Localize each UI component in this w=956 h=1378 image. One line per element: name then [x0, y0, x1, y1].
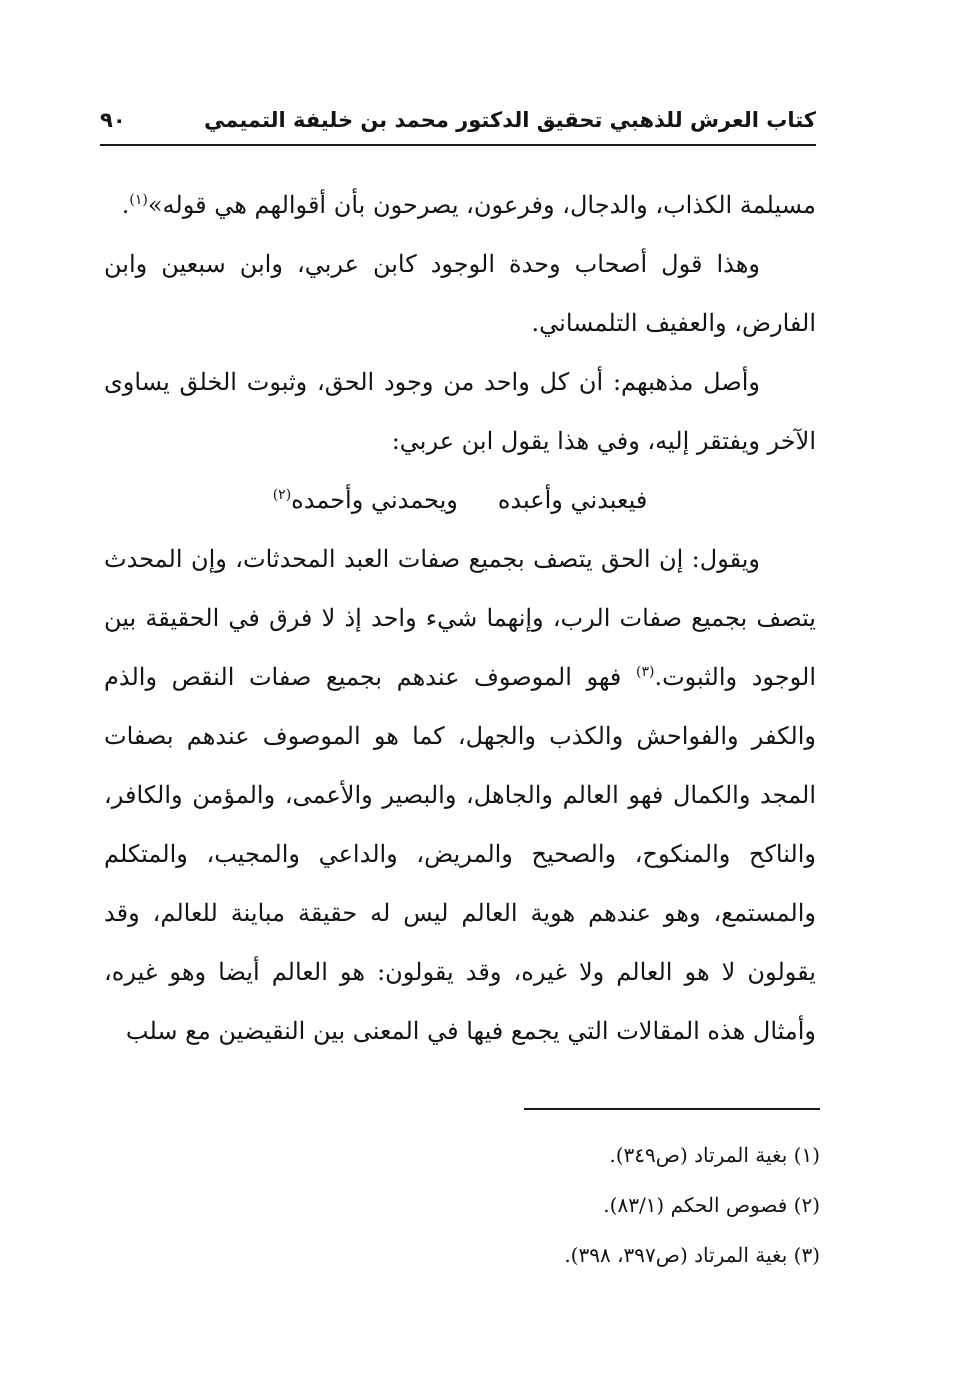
- verse-second-hemistich-wrap: [273, 471, 458, 530]
- footnotes: [300, 1130, 820, 1280]
- poetry-verse: [104, 471, 816, 530]
- footnote-2: (٢) فصوص الحكم (٨٣/١).: [603, 1193, 820, 1217]
- footnote-ref-1: (١): [129, 192, 148, 208]
- page-header: [100, 104, 816, 146]
- paragraph-continuation: [104, 176, 816, 235]
- footnote-1: (١) بغية المرتاد (ص٣٤٩).: [609, 1143, 820, 1167]
- footnote-divider: [524, 1108, 820, 1110]
- paragraph-attributes: [104, 530, 816, 1061]
- footnote-ref-2: (٢): [272, 487, 292, 503]
- footnote-ref-3: (٣): [635, 664, 655, 680]
- paragraph-text: مسيلمة الكذاب، والدجال، وفرعون، يصرحون بأن أقوالهم هي قوله»: [147, 191, 816, 219]
- paragraph-text-a: ويقول: إن الحق يتصف بجميع صفات العبد المحدثات، وإن المحدث يتصف بجميع صفات الرب، وإنهما شيء واحد إذ لا فرق في الحقيقة بين الوجود والثبوت.: [104, 545, 816, 691]
- body-text: [104, 176, 816, 1061]
- footnote-3: (٣) بغية المرتاد (ص٣٩٧، ٣٩٨).: [564, 1243, 820, 1267]
- running-title: كتاب العرش للذهبي تحقيق الدكتور محمد بن خليفة التميمي: [204, 108, 816, 132]
- verse-first-hemistich: فيعبدني وأعبده: [497, 486, 648, 514]
- paragraph-wahdat-al-wujud: وهذا قول أصحاب وحدة الوجود كابن عربي، وابن سبعين وابن الفارض، والعفيف التلمساني.: [104, 250, 816, 337]
- paragraph-text-b: فهو الموصوف عندهم بجميع صفات النقص والذم والكفر والفواحش والكذب والجهل، كما هو الموصوف عندهم بصفات المجد والكمال فهو العالم والجاهل، والبصير والأعمى، والمؤمن والكافر، والناكح والمنكوح، والصحيح والمريض، والداعي والمجيب، والمتكلم والمستمع، وهو عندهم هوية العالم ليس له حقيقة مباينة للعالم، وقد يقولون لا هو العالم ولا غيره، وقد يقولون: هو العالم أيضا وهو غيره، وأمثال هذه المقالات التي يجمع فيها في المعنى بين النقيضين مع سلب: [104, 663, 816, 1045]
- page-number: ٩٠: [100, 108, 126, 132]
- paragraph-doctrine-origin: وأصل مذهبهم: أن كل واحد من وجود الحق، وثبوت الخلق يساوى الآخر ويفتقر إليه، وفي هذا يقول ابن عربي:: [104, 368, 816, 455]
- paragraph-end: .: [121, 191, 130, 219]
- verse-second-hemistich: ويحمدني وأحمده: [291, 486, 458, 514]
